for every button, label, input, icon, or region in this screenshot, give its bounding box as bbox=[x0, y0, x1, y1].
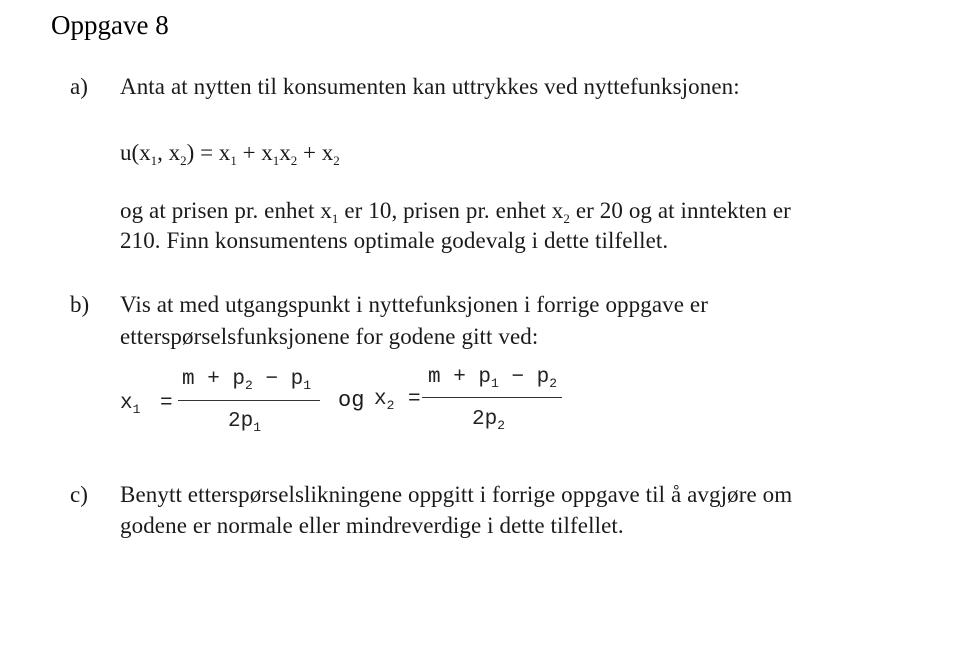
formula-lhs-sub2: 2 bbox=[180, 153, 187, 168]
eq1-num-b: − p bbox=[252, 368, 304, 391]
part-c-line2: godene er normale eller mindreverdige i dette tilfellet. bbox=[120, 513, 624, 538]
formula-lhs-sub1: 1 bbox=[150, 153, 158, 168]
eq1-den: 2p bbox=[228, 410, 254, 433]
eq2-num-a: m + p bbox=[428, 366, 492, 389]
formula-lhs-mid: , x bbox=[157, 140, 181, 165]
part-b-line2: etterspørselsfunksjonene for godene gitt ved: bbox=[120, 324, 539, 349]
formula-rhs: ) = x bbox=[186, 140, 231, 165]
eq2-fraction-bar bbox=[422, 397, 562, 398]
eq2-num-b: − p bbox=[498, 366, 550, 389]
part-a-line1-a: og at prisen pr. enhet x bbox=[120, 198, 332, 223]
eq1-equals: = bbox=[160, 392, 173, 415]
eq1-numerator bbox=[182, 368, 311, 393]
part-b-label: b) bbox=[70, 292, 90, 317]
part-a-line1-sub1: 1 bbox=[331, 211, 339, 226]
eq1-fraction-bar bbox=[178, 400, 320, 401]
formula-plus2-sub: 2 bbox=[333, 153, 340, 168]
eq2-den: 2p bbox=[472, 408, 498, 431]
eq1-num-sub-b: 1 bbox=[303, 378, 312, 393]
part-c-line1: Benytt etterspørselslikningene oppgitt i forrige oppgave til å avgjøre om bbox=[120, 482, 793, 507]
eq2-num-sub-b: 2 bbox=[549, 376, 558, 391]
equation-connector-og: og bbox=[338, 388, 365, 413]
part-a-line1-b: er 10, prisen pr. enhet x bbox=[338, 198, 564, 223]
eq1-lhs bbox=[120, 392, 140, 417]
eq2-numerator bbox=[428, 366, 557, 391]
eq2-lhs-sub: 2 bbox=[386, 398, 395, 413]
eq2-num-sub-a: 1 bbox=[491, 376, 499, 391]
eq1-num-a: m + p bbox=[182, 368, 246, 391]
formula-lhs: u(x bbox=[120, 140, 151, 165]
eq1-den-sub: 1 bbox=[253, 420, 262, 435]
page-title: Oppgave 8 bbox=[51, 10, 169, 40]
eq1-num-sub-a: 2 bbox=[245, 378, 253, 393]
eq1-lhs-var: x bbox=[120, 392, 133, 415]
formula-x2-sub: 2 bbox=[290, 153, 298, 168]
formula-plus2: + x bbox=[297, 140, 334, 165]
formula-plus1: + x bbox=[236, 140, 273, 165]
part-a-line1-c: er 20 og at inntekten er bbox=[570, 198, 791, 223]
part-a-line1 bbox=[120, 198, 791, 227]
eq2-den-sub: 2 bbox=[497, 418, 506, 433]
formula-rhs-sub1: 1 bbox=[230, 153, 237, 168]
eq2-lhs bbox=[374, 388, 394, 413]
part-a-line1-sub2: 2 bbox=[563, 211, 570, 226]
part-b-line1: Vis at med utgangspunkt i nyttefunksjonen i forrige oppgave er bbox=[120, 292, 708, 317]
utility-function-formula bbox=[120, 140, 340, 169]
formula-x2: x bbox=[279, 140, 291, 165]
eq2-equals: = bbox=[408, 388, 421, 411]
eq1-denominator bbox=[228, 410, 261, 435]
eq2-denominator bbox=[472, 408, 505, 433]
part-a-label: a) bbox=[70, 74, 88, 99]
formula-plus1-sub: 1 bbox=[272, 153, 280, 168]
part-c-label: c) bbox=[70, 482, 88, 507]
eq1-lhs-sub: 1 bbox=[132, 402, 141, 417]
part-a-line2: 210. Finn konsumentens optimale godevalg i dette tilfellet. bbox=[120, 228, 669, 253]
part-a-intro: Anta at nytten til konsumenten kan uttrykkes ved nyttefunksjonen: bbox=[120, 74, 740, 99]
eq2-lhs-var: x bbox=[374, 388, 387, 411]
